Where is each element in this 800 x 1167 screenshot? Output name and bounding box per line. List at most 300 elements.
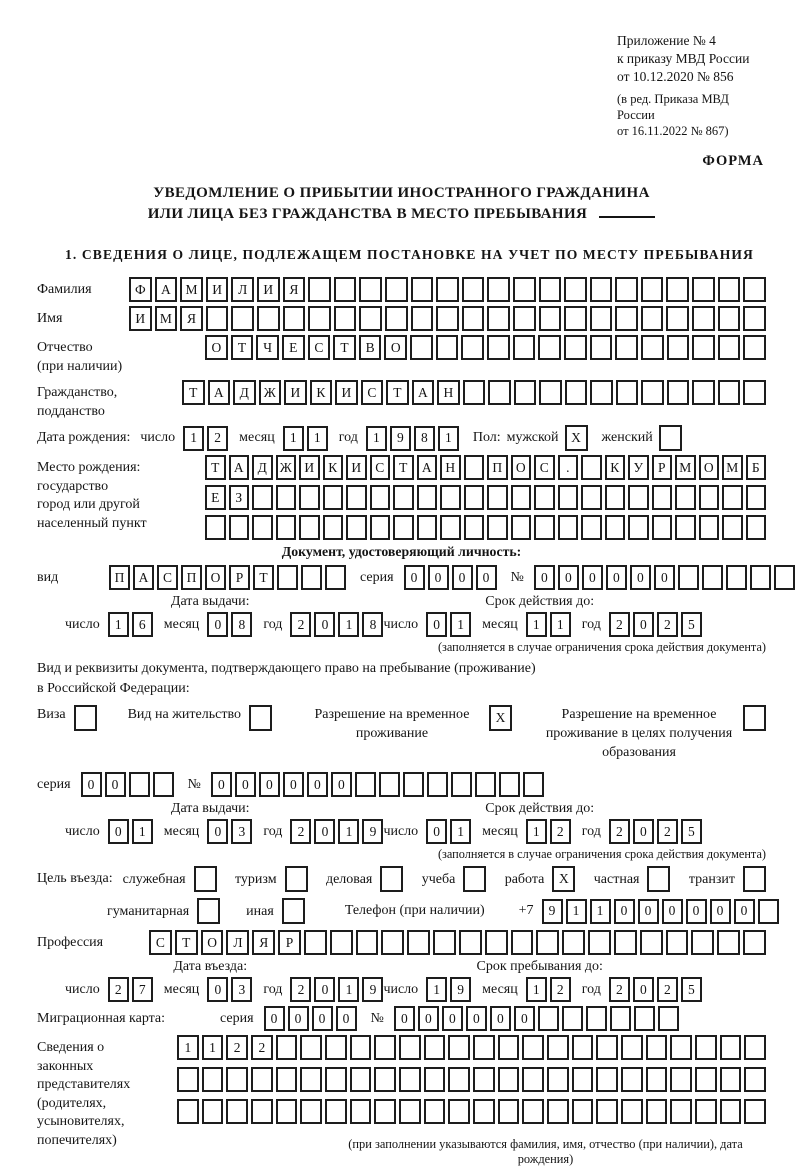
form-cell[interactable] xyxy=(300,1099,322,1124)
form-cell[interactable] xyxy=(202,1067,224,1092)
form-cell[interactable] xyxy=(726,565,747,590)
form-cell[interactable] xyxy=(393,515,414,540)
checkbox[interactable] xyxy=(74,705,97,731)
form-cell[interactable]: Е xyxy=(282,335,305,360)
form-cell[interactable] xyxy=(513,277,536,302)
form-cell[interactable]: Е xyxy=(205,485,226,510)
checkbox-male[interactable]: X xyxy=(565,425,588,451)
form-cell[interactable]: С xyxy=(534,455,555,480)
form-cell[interactable] xyxy=(498,1099,520,1124)
form-cell[interactable] xyxy=(564,306,587,331)
form-cell[interactable] xyxy=(276,515,297,540)
form-cell[interactable]: 0 xyxy=(476,565,497,590)
form-cell[interactable]: Т xyxy=(231,335,254,360)
form-cell[interactable] xyxy=(562,1006,583,1031)
form-cell[interactable] xyxy=(473,1035,495,1060)
form-cell[interactable] xyxy=(424,1067,446,1092)
form-cell[interactable]: 1 xyxy=(438,426,459,451)
form-cell[interactable] xyxy=(325,565,346,590)
form-cell[interactable] xyxy=(276,1035,298,1060)
form-cell[interactable] xyxy=(276,1067,298,1092)
form-cell[interactable]: 0 xyxy=(108,819,129,844)
form-cell[interactable]: Т xyxy=(175,930,198,955)
form-cell[interactable] xyxy=(534,485,555,510)
form-cell[interactable] xyxy=(539,277,562,302)
form-cell[interactable] xyxy=(427,772,448,797)
form-cell[interactable]: 0 xyxy=(283,772,304,797)
form-cell[interactable] xyxy=(691,930,714,955)
form-cell[interactable]: К xyxy=(310,380,333,405)
form-cell[interactable] xyxy=(381,930,404,955)
form-cell[interactable] xyxy=(572,1099,594,1124)
form-cell[interactable] xyxy=(646,1067,668,1092)
form-cell[interactable] xyxy=(277,565,298,590)
form-cell[interactable]: 1 xyxy=(338,819,359,844)
form-cell[interactable] xyxy=(718,277,741,302)
form-cell[interactable] xyxy=(462,277,485,302)
form-cell[interactable]: 2 xyxy=(609,612,630,637)
form-cell[interactable] xyxy=(379,772,400,797)
form-cell[interactable]: 0 xyxy=(514,1006,535,1031)
form-cell[interactable]: 0 xyxy=(314,977,335,1002)
form-cell[interactable] xyxy=(440,485,461,510)
form-cell[interactable] xyxy=(743,277,766,302)
form-cell[interactable] xyxy=(487,306,510,331)
form-cell[interactable]: Н xyxy=(437,380,460,405)
form-cell[interactable] xyxy=(461,335,484,360)
form-cell[interactable] xyxy=(399,1035,421,1060)
form-cell[interactable] xyxy=(616,380,639,405)
form-cell[interactable] xyxy=(692,335,715,360)
checkbox[interactable] xyxy=(194,866,217,892)
form-cell[interactable]: М xyxy=(722,455,743,480)
form-cell[interactable]: 0 xyxy=(654,565,675,590)
form-cell[interactable]: М xyxy=(675,455,696,480)
checkbox[interactable] xyxy=(197,898,220,924)
form-cell[interactable]: 1 xyxy=(566,899,587,924)
form-cell[interactable] xyxy=(692,306,715,331)
form-cell[interactable]: Т xyxy=(182,380,205,405)
form-cell[interactable] xyxy=(547,1099,569,1124)
form-cell[interactable] xyxy=(547,1067,569,1092)
form-cell[interactable] xyxy=(226,1067,248,1092)
form-cell[interactable]: 0 xyxy=(307,772,328,797)
form-cell[interactable] xyxy=(743,335,766,360)
form-cell[interactable]: Ж xyxy=(259,380,282,405)
form-cell[interactable]: И xyxy=(129,306,152,331)
form-cell[interactable] xyxy=(615,277,638,302)
form-cell[interactable] xyxy=(487,277,510,302)
checkbox[interactable] xyxy=(647,866,670,892)
form-cell[interactable] xyxy=(202,1099,224,1124)
form-cell[interactable]: 0 xyxy=(534,565,555,590)
form-cell[interactable]: М xyxy=(155,306,178,331)
form-cell[interactable]: 0 xyxy=(466,1006,487,1031)
form-cell[interactable]: И xyxy=(335,380,358,405)
form-cell[interactable] xyxy=(346,515,367,540)
form-cell[interactable]: 0 xyxy=(105,772,126,797)
form-cell[interactable]: 0 xyxy=(207,612,228,637)
form-cell[interactable] xyxy=(746,485,767,510)
form-cell[interactable]: 5 xyxy=(681,819,702,844)
form-cell[interactable]: 1 xyxy=(526,977,547,1002)
form-cell[interactable] xyxy=(640,930,663,955)
form-cell[interactable] xyxy=(746,515,767,540)
form-cell[interactable]: А xyxy=(133,565,154,590)
form-cell[interactable]: И xyxy=(284,380,307,405)
form-cell[interactable]: 2 xyxy=(550,977,571,1002)
form-cell[interactable] xyxy=(499,772,520,797)
form-cell[interactable]: Р xyxy=(652,455,673,480)
form-cell[interactable]: 3 xyxy=(231,977,252,1002)
form-cell[interactable] xyxy=(572,1035,594,1060)
form-cell[interactable] xyxy=(646,1035,668,1060)
form-cell[interactable]: 1 xyxy=(450,819,471,844)
form-cell[interactable]: Н xyxy=(440,455,461,480)
form-cell[interactable] xyxy=(695,1067,717,1092)
form-cell[interactable]: К xyxy=(323,455,344,480)
form-cell[interactable] xyxy=(374,1067,396,1092)
form-cell[interactable]: 5 xyxy=(681,612,702,637)
form-cell[interactable] xyxy=(717,930,740,955)
form-cell[interactable] xyxy=(621,1099,643,1124)
form-cell[interactable] xyxy=(229,515,250,540)
form-cell[interactable]: 0 xyxy=(633,977,654,1002)
form-cell[interactable] xyxy=(522,1035,544,1060)
form-cell[interactable] xyxy=(605,485,626,510)
form-cell[interactable]: 1 xyxy=(283,426,304,451)
form-cell[interactable]: 0 xyxy=(314,819,335,844)
form-cell[interactable] xyxy=(385,277,408,302)
form-cell[interactable]: Я xyxy=(180,306,203,331)
form-cell[interactable] xyxy=(634,1006,655,1031)
form-cell[interactable]: О xyxy=(699,455,720,480)
form-cell[interactable] xyxy=(615,306,638,331)
form-cell[interactable] xyxy=(464,455,485,480)
form-cell[interactable]: 1 xyxy=(338,977,359,1002)
form-cell[interactable] xyxy=(464,485,485,510)
form-cell[interactable] xyxy=(581,515,602,540)
form-cell[interactable] xyxy=(610,1006,631,1031)
form-cell[interactable] xyxy=(300,1035,322,1060)
form-cell[interactable]: 2 xyxy=(251,1035,273,1060)
form-cell[interactable] xyxy=(702,565,723,590)
form-cell[interactable]: О xyxy=(384,335,407,360)
form-cell[interactable] xyxy=(718,335,741,360)
form-cell[interactable] xyxy=(334,306,357,331)
form-cell[interactable]: 0 xyxy=(638,899,659,924)
form-cell[interactable]: Т xyxy=(333,335,356,360)
form-cell[interactable] xyxy=(744,1035,766,1060)
form-cell[interactable] xyxy=(667,380,690,405)
form-cell[interactable] xyxy=(641,306,664,331)
form-cell[interactable]: 0 xyxy=(442,1006,463,1031)
form-cell[interactable] xyxy=(564,277,587,302)
form-cell[interactable] xyxy=(590,306,613,331)
form-cell[interactable] xyxy=(462,306,485,331)
form-cell[interactable]: . xyxy=(558,455,579,480)
form-cell[interactable]: 9 xyxy=(362,977,383,1002)
form-cell[interactable]: О xyxy=(511,455,532,480)
form-cell[interactable] xyxy=(718,380,741,405)
form-cell[interactable] xyxy=(257,306,280,331)
form-cell[interactable] xyxy=(325,1099,347,1124)
form-cell[interactable]: Т xyxy=(393,455,414,480)
form-cell[interactable] xyxy=(670,1099,692,1124)
form-cell[interactable]: 0 xyxy=(630,565,651,590)
form-cell[interactable]: И xyxy=(346,455,367,480)
form-cell[interactable]: 1 xyxy=(426,977,447,1002)
form-cell[interactable]: 0 xyxy=(312,1006,333,1031)
form-cell[interactable] xyxy=(463,380,486,405)
form-cell[interactable] xyxy=(514,380,537,405)
form-cell[interactable]: 2 xyxy=(657,977,678,1002)
form-cell[interactable] xyxy=(473,1067,495,1092)
form-cell[interactable]: 9 xyxy=(362,819,383,844)
form-cell[interactable]: 6 xyxy=(132,612,153,637)
form-cell[interactable] xyxy=(699,485,720,510)
form-cell[interactable]: 0 xyxy=(207,977,228,1002)
form-cell[interactable] xyxy=(334,277,357,302)
form-cell[interactable] xyxy=(301,565,322,590)
form-cell[interactable] xyxy=(615,335,638,360)
form-cell[interactable] xyxy=(628,515,649,540)
form-cell[interactable]: 1 xyxy=(366,426,387,451)
form-cell[interactable]: 3 xyxy=(231,819,252,844)
form-cell[interactable] xyxy=(308,306,331,331)
form-cell[interactable] xyxy=(511,930,534,955)
form-cell[interactable] xyxy=(539,306,562,331)
form-cell[interactable]: 8 xyxy=(414,426,435,451)
form-cell[interactable] xyxy=(692,380,715,405)
form-cell[interactable] xyxy=(323,515,344,540)
form-cell[interactable] xyxy=(325,1067,347,1092)
form-cell[interactable]: 0 xyxy=(404,565,425,590)
form-cell[interactable] xyxy=(581,455,602,480)
form-cell[interactable] xyxy=(459,930,482,955)
form-cell[interactable]: 2 xyxy=(108,977,129,1002)
form-cell[interactable] xyxy=(675,515,696,540)
form-cell[interactable]: 2 xyxy=(550,819,571,844)
form-cell[interactable] xyxy=(586,1006,607,1031)
form-cell[interactable]: 1 xyxy=(338,612,359,637)
form-cell[interactable] xyxy=(440,515,461,540)
form-cell[interactable] xyxy=(605,515,626,540)
form-cell[interactable] xyxy=(424,1035,446,1060)
form-cell[interactable] xyxy=(538,335,561,360)
form-cell[interactable] xyxy=(670,1067,692,1092)
form-cell[interactable]: 0 xyxy=(452,565,473,590)
form-cell[interactable] xyxy=(356,930,379,955)
form-cell[interactable] xyxy=(374,1099,396,1124)
form-cell[interactable] xyxy=(350,1035,372,1060)
form-cell[interactable] xyxy=(350,1099,372,1124)
form-cell[interactable] xyxy=(487,485,508,510)
form-cell[interactable]: 0 xyxy=(734,899,755,924)
form-cell[interactable]: 0 xyxy=(426,612,447,637)
form-cell[interactable] xyxy=(667,335,690,360)
form-cell[interactable] xyxy=(276,485,297,510)
form-cell[interactable]: И xyxy=(299,455,320,480)
form-cell[interactable] xyxy=(417,485,438,510)
form-cell[interactable] xyxy=(436,306,459,331)
form-cell[interactable]: 0 xyxy=(235,772,256,797)
checkbox[interactable]: X xyxy=(552,866,575,892)
form-cell[interactable] xyxy=(399,1099,421,1124)
form-cell[interactable]: И xyxy=(206,277,229,302)
form-cell[interactable]: 0 xyxy=(633,819,654,844)
form-cell[interactable]: 1 xyxy=(177,1035,199,1060)
form-cell[interactable]: 0 xyxy=(582,565,603,590)
form-cell[interactable] xyxy=(487,515,508,540)
form-cell[interactable]: 1 xyxy=(183,426,204,451)
form-cell[interactable] xyxy=(743,930,766,955)
checkbox[interactable]: X xyxy=(489,705,512,731)
form-cell[interactable] xyxy=(675,485,696,510)
form-cell[interactable] xyxy=(436,335,459,360)
form-cell[interactable] xyxy=(558,515,579,540)
form-cell[interactable] xyxy=(304,930,327,955)
form-cell[interactable] xyxy=(513,335,536,360)
form-cell[interactable] xyxy=(641,277,664,302)
form-cell[interactable]: 0 xyxy=(336,1006,357,1031)
form-cell[interactable] xyxy=(487,335,510,360)
form-cell[interactable]: О xyxy=(205,565,226,590)
form-cell[interactable]: Т xyxy=(205,455,226,480)
form-cell[interactable]: 0 xyxy=(394,1006,415,1031)
form-cell[interactable] xyxy=(695,1099,717,1124)
checkbox[interactable] xyxy=(282,898,305,924)
form-cell[interactable]: 0 xyxy=(288,1006,309,1031)
form-cell[interactable] xyxy=(283,306,306,331)
form-cell[interactable]: 2 xyxy=(609,977,630,1002)
form-cell[interactable] xyxy=(488,380,511,405)
form-cell[interactable]: 0 xyxy=(558,565,579,590)
form-cell[interactable]: 1 xyxy=(132,819,153,844)
form-cell[interactable] xyxy=(300,1067,322,1092)
form-cell[interactable] xyxy=(276,1099,298,1124)
form-cell[interactable]: 0 xyxy=(428,565,449,590)
form-cell[interactable] xyxy=(596,1099,618,1124)
form-cell[interactable]: Б xyxy=(746,455,767,480)
form-cell[interactable]: 0 xyxy=(426,819,447,844)
form-cell[interactable]: 7 xyxy=(132,977,153,1002)
form-cell[interactable]: 9 xyxy=(542,899,563,924)
form-cell[interactable]: 1 xyxy=(526,819,547,844)
form-cell[interactable] xyxy=(231,306,254,331)
form-cell[interactable] xyxy=(590,380,613,405)
form-cell[interactable] xyxy=(153,772,174,797)
form-cell[interactable]: 2 xyxy=(207,426,228,451)
form-cell[interactable] xyxy=(720,1035,742,1060)
form-cell[interactable] xyxy=(565,380,588,405)
form-cell[interactable]: Д xyxy=(233,380,256,405)
form-cell[interactable]: 8 xyxy=(362,612,383,637)
form-cell[interactable] xyxy=(652,515,673,540)
form-cell[interactable] xyxy=(581,485,602,510)
form-cell[interactable]: 0 xyxy=(490,1006,511,1031)
form-cell[interactable]: 0 xyxy=(211,772,232,797)
form-cell[interactable] xyxy=(678,565,699,590)
form-cell[interactable]: 2 xyxy=(290,819,311,844)
form-cell[interactable]: 2 xyxy=(657,612,678,637)
form-cell[interactable]: Ч xyxy=(256,335,279,360)
form-cell[interactable]: 0 xyxy=(686,899,707,924)
form-cell[interactable] xyxy=(536,930,559,955)
form-cell[interactable] xyxy=(448,1099,470,1124)
form-cell[interactable] xyxy=(206,306,229,331)
form-cell[interactable]: Р xyxy=(229,565,250,590)
form-cell[interactable] xyxy=(473,1099,495,1124)
form-cell[interactable] xyxy=(359,306,382,331)
form-cell[interactable] xyxy=(558,485,579,510)
form-cell[interactable] xyxy=(621,1067,643,1092)
form-cell[interactable]: Т xyxy=(253,565,274,590)
form-cell[interactable] xyxy=(641,335,664,360)
form-cell[interactable]: 0 xyxy=(633,612,654,637)
form-cell[interactable]: С xyxy=(361,380,384,405)
form-cell[interactable]: 1 xyxy=(526,612,547,637)
form-cell[interactable] xyxy=(370,515,391,540)
form-cell[interactable] xyxy=(464,515,485,540)
form-cell[interactable] xyxy=(692,277,715,302)
checkbox-female[interactable] xyxy=(659,425,682,451)
form-cell[interactable] xyxy=(252,485,273,510)
form-cell[interactable] xyxy=(666,930,689,955)
form-cell[interactable]: В xyxy=(359,335,382,360)
form-cell[interactable]: 0 xyxy=(710,899,731,924)
form-cell[interactable] xyxy=(670,1035,692,1060)
form-cell[interactable] xyxy=(498,1067,520,1092)
form-cell[interactable] xyxy=(590,335,613,360)
checkbox[interactable] xyxy=(285,866,308,892)
form-cell[interactable]: 0 xyxy=(614,899,635,924)
form-cell[interactable]: С xyxy=(370,455,391,480)
form-cell[interactable] xyxy=(511,485,532,510)
form-cell[interactable] xyxy=(399,1067,421,1092)
form-cell[interactable] xyxy=(424,1099,446,1124)
form-cell[interactable] xyxy=(523,772,544,797)
form-cell[interactable]: А xyxy=(208,380,231,405)
form-cell[interactable] xyxy=(758,899,779,924)
form-cell[interactable] xyxy=(750,565,771,590)
form-cell[interactable]: А xyxy=(417,455,438,480)
form-cell[interactable] xyxy=(774,565,795,590)
form-cell[interactable] xyxy=(177,1067,199,1092)
form-cell[interactable]: П xyxy=(487,455,508,480)
form-cell[interactable] xyxy=(129,772,150,797)
form-cell[interactable] xyxy=(410,335,433,360)
form-cell[interactable]: 1 xyxy=(108,612,129,637)
form-cell[interactable] xyxy=(590,277,613,302)
form-cell[interactable] xyxy=(614,930,637,955)
form-cell[interactable] xyxy=(433,930,456,955)
form-cell[interactable]: 2 xyxy=(226,1035,248,1060)
checkbox[interactable] xyxy=(743,705,766,731)
form-cell[interactable] xyxy=(374,1035,396,1060)
form-cell[interactable]: Л xyxy=(226,930,249,955)
form-cell[interactable] xyxy=(722,485,743,510)
form-cell[interactable] xyxy=(562,930,585,955)
form-cell[interactable]: И xyxy=(257,277,280,302)
form-cell[interactable]: 2 xyxy=(290,977,311,1002)
form-cell[interactable] xyxy=(308,277,331,302)
form-cell[interactable]: Ж xyxy=(276,455,297,480)
form-cell[interactable]: Д xyxy=(252,455,273,480)
form-cell[interactable]: 1 xyxy=(307,426,328,451)
form-cell[interactable]: Р xyxy=(278,930,301,955)
form-cell[interactable] xyxy=(522,1099,544,1124)
